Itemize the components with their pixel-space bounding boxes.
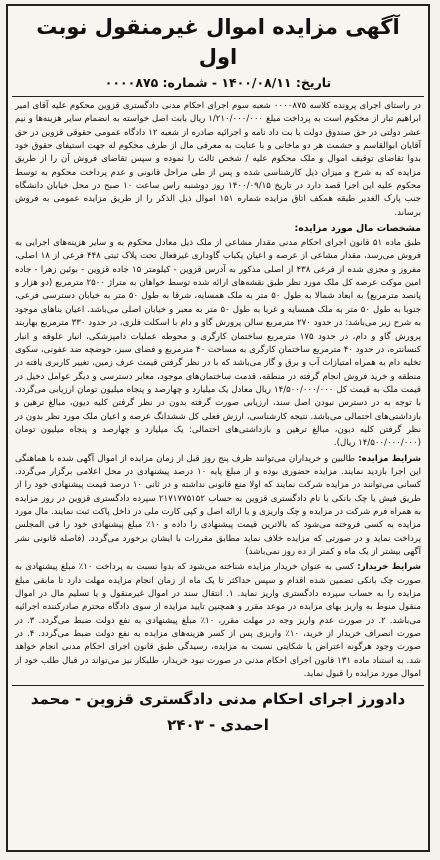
- divider: [12, 96, 424, 97]
- spec-paragraph: طبق ماده ۵۱ قانون اجرای احکام مدنی مقدار مشاعی از ملک ذیل معادل محکوم به و سایر هزینه‌های اجرایی به فروش می‌رسد، مقدار مشاعی از عرصه و اعیان یکباب گاوداری غیرفعال تحت پلاک ثبتی ۴۴۸ فرعی از ۱۸ اصلی، مفروز و مجزی شده از فرعی ۴۳۸ از اصلی مذکور به آدرس قزوین - کیلومتر ۱۵ جاده قزوین - بوئین زهرا - جاده امین موکت عرصه کل ملک مورد نظر طبق نقشه‌های ارائه شده توسط خواهان به متراژ ۲۵۰۰ مترمربع (دو هزار و پانصد مترمربع) به ابعاد شمالا به طول ۵۰ متر به ملک همسایه، شرقا به طول ۵۰ متر به خیابان دسترسی فرعی، جنوبا به طول ۵۰ متر به ملک همسایه و غربا به طول ۵۰ متر به معبر و خیابان اصلی می‌باشد. اعیان بناهای موجود به شرح زیر می‌باشد: در حدود ۲۷۰ مترمربع سالن پرورش گاو و دام با اسکلت فلزی، در حدود ۳۳۰ مترمربع بهاربند پرورش گاو و دام، در حدود ۱۷۵ مترمربع ساختمان کارگری و محوطه عملیات دامپزشکی، انبار علوفه و انبار کنسانتره، در حدود ۴۰ مترمربع ساختمان کارگری به مساحت ۴۰ مترمربع و فضای سبز، حوضچه ضد عفونی، سکوی تخلیه دام به همراه امتیازات آب و برق و گاز می‌باشد که با در نظر گرفتن قیمت عرف زمین، تغییر کاربری یافته در منطقه و خرید فروش انجام گرفته در منطقه، قدمت ساختمان‌های موجود، معابر دسترسی و دیگر عوامل دخیل در قیمت ملک به قیمت کل ۱۴/۵۰۰/۰۰۰/۰۰۰ ریال معادل یک میلیارد و چهارصد و پنجاه میلیون تومان ارزیابی می‌گردد. با توجه به در دسترس نبودن اصل سند، ارزیابی صورت گرفته بدون در نظر گرفتن کلیه دیون، مبالغ ترهین و بازداشتی‌های احتمالی می‌باشد. نتیجه کارشناسی، ارزش فعلی کل ششدانگ عرصه و اعیان ملک مورد نظر بدون در نظر گرفتن کلیه دیون، مبالغ ترهین و بازداشتی‌های احتمالی: یک میلیارد و چهارصد و پنجاه میلیون تومان (۱۴/۵۰۰/۰۰۰/۰۰۰ ریال).: [15, 238, 422, 449]
- buyer-label: شرایط خریدار:: [357, 562, 422, 573]
- intro-paragraph: در راستای اجرای پرونده کلاسه ۰۰۰۰۸۷۵ شعبه سوم اجرای احکام مدنی دادگستری قزوین محکوم علیه آقای امیر ابراهیم تبار از محکوم است به پرداخت مبلغ ۱/۲۱۰/۰۰۰/۰۰۰ ریال بابت اصل خواسته به انضمام سایر هزینه‌ها و نیم عشر دولتی در حق صندوق دولت با بت داد نامه و اجرائیه صادره از شعبه ۱۲ دادگاه عمومی حقوقی قزوین در حق آقایان ابوالقاسم و حشمت هر دو ماخانی و با عنایت به معرفی مال از طرف محکوم له جهت استیفای حقوق خود بدوا تقاضای توقیف اموال و ملک محکوم علیه / شخص ثالث را نموده و سپس تقاضای فروش آن را از طریق مزایده که به شرح و میزان ذیل کارشناسی شده و پس از طی مراحل قانونی و عدم پرداخت محکوم به توسط محکوم علیه این اجرا قصد دارد در تاریخ ۱۴۰۰/۰۹/۱۵ روز دوشنبه راس ساعت ۱۰ صبح در محل خیابان دانشگاه جنب پارک الغدیر طبقه همکف اتاق مزایده شماره ۱۵۱ اموال ذیل الذکر را از طریق مزایده عمومی به فروش برساند.: [15, 101, 421, 218]
- buyer-text: کسی به عنوان خریدار مزایده شناخته می‌شود که بدوا نسبت به پرداخت ۱۰٪ مبلغ پیشنهادی به صورت چک بانکی تضمین شده اقدام و سپس حداکثر تا یک ماه از زمان انجام مزایده مهلت دارد تا مابقی مبلغ مزایده را به حساب سپرده دادگستری واریز نماید. ۱. انتقال سند در اموال غیرمنقول و یا تسلیم مال در اموال منقول منوط به واریز بهای مزایده در موعد مقرر و همچنین تایید مزایده از سوی دادگاه محترم صادرکننده اجرائیه می‌باشد. ۲. در صورت عدم واریز وجه در مهلت مقرر، ۱۰٪ مبلغ پیشنهادی به نفع دولت ضبط می‌گردد. ۳. در صورت انصراف خریدار از خرید، ۱۰٪ واریزی پس از کسر هزینه‌های مزایده به نفع دولت ضبط می‌گردد. ۴. در صورت وجود هرگونه اعتراض یا شکایتی نسبت به مزایده، رسیدگی طبق قانون اجرای احکام مدنی انجام خواهد شد. به استناد ماده ۱۳۱ قانون اجرای احکام مدنی در صورت نبود خریدار، طلبکار نیز می‌تواند در قبال طلب خود از اموال مورد مزایده را قبول نماید.: [15, 562, 422, 680]
- notice-body: [8, 100, 428, 681]
- auction-notice: [6, 4, 430, 852]
- notice-date-number: تاریخ: ۱۴۰۰/۰۸/۱۱ - شماره: ۰۰۰۰۸۷۵: [104, 75, 332, 90]
- signature-footer: دادورز اجرای احکام مدنی دادگستری قزوین - محمد احمدی - ۲۴۰۳: [30, 690, 406, 735]
- conditions-paragraph: [15, 453, 421, 560]
- spec-heading: مشخصات مال مورد مزایده:: [294, 223, 421, 235]
- buyer-paragraph: [15, 561, 421, 681]
- conditions-label: شرایط مزایده:: [358, 453, 421, 464]
- conditions-text: طالبین و خریداران می‌توانند ظرف پنج روز قبل از زمان مزایده از اموال آگهی شده با هماهنگی این اجرا بازدید نمایند. مزایده حضوری بوده و از مبلغ پایه ۱۰ درصد پیشنهادی در محل اعلامی برگزار می‌گردد. کسانی می‌توانند در مزایده شرکت نمایند که اولا منع قانونی نداشته و در ثانی ۱۰ درصد قیمت پیشنهادی خود را از طریق فیش یا چک بانکی با نام دادگستری قزوین به حساب ۲۱۷۱۷۷۵۱۵۲ سپرده دادگستری قزوین در روز مزایده به همراه فرم شرکت در مزایده و چک واریزی و یا ارائه اصل و کپی کارت ملی در داخل پاکت ثبت نمایند. مال مورد مزایده به کسی فروخته می‌شود که بالاترین قیمت پیشنهادی را داده و ۱۰٪ مبلغ پیشنهادی خود را فی المجلس پرداخت نماید و در صورتی که مزایده خلاف نماید مطابق مقررات با ایشان برخورد می‌گردد. (فاصله قانونی نشر آگهی بیشتر از یک ماه و کمتر از ده روز نمی‌باشد): [15, 453, 421, 557]
- notice-title: آگهی مزایده اموال غیرمنقول نوبت اول: [36, 15, 400, 69]
